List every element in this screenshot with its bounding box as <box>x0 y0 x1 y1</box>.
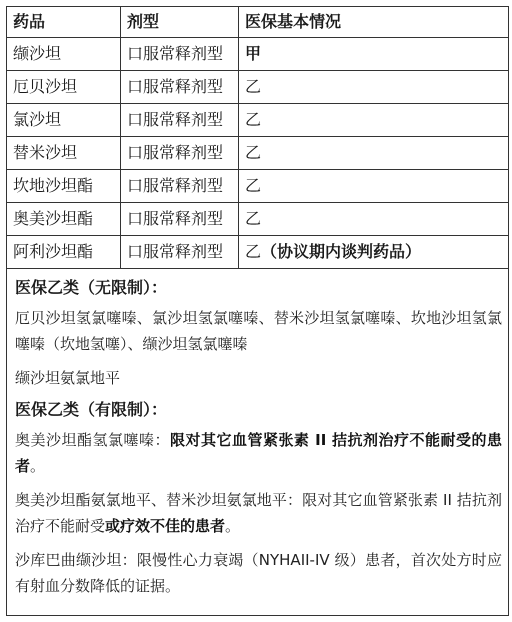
insurance-status <box>239 236 509 269</box>
restriction-end: 。 <box>225 517 241 535</box>
dosage-form: 口服常释剂型 <box>121 38 239 71</box>
dosage-form: 口服常释剂型 <box>121 236 239 269</box>
table-row <box>7 104 509 137</box>
medical-insurance-table <box>6 6 509 616</box>
restricted-item: 沙库巴曲缬沙坦：限慢性心力衰竭（NYHAII-IV 级）患者，首次处方时应有射血分数降低的证据。 <box>15 551 502 595</box>
dosage-form: 口服常释剂型 <box>121 137 239 170</box>
dosage-form: 口服常释剂型 <box>121 104 239 137</box>
table-row <box>7 203 509 236</box>
restricted-drug: 奥美沙坦酯氢氯噻嗪： <box>15 431 170 449</box>
table-row <box>7 236 509 269</box>
status-class: 乙 <box>245 242 262 261</box>
header-drug: 药品 <box>7 7 121 38</box>
insurance-status: 乙 <box>239 170 509 203</box>
table-row <box>7 38 509 71</box>
header-insurance-status: 医保基本情况 <box>239 7 509 38</box>
drug-name: 厄贝沙坦 <box>7 71 121 104</box>
status-note: （协议期内谈判药品） <box>261 242 422 261</box>
restricted-item <box>15 487 502 539</box>
notes-cell <box>7 269 509 616</box>
insurance-status: 乙 <box>239 71 509 104</box>
dosage-form: 口服常释剂型 <box>121 170 239 203</box>
drug-name: 缬沙坦 <box>7 38 121 71</box>
drug-name: 替米沙坦 <box>7 137 121 170</box>
drug-name: 阿利沙坦酯 <box>7 236 121 269</box>
unrestricted-title: 医保乙类（无限制）： <box>15 278 168 297</box>
unrestricted-items: 厄贝沙坦氢氯噻嗪、氯沙坦氢氯噻嗪、替米沙坦氢氯噻嗪、坎地沙坦氢氯噻嗪（坎地氢噻）、缬沙坦氢氯噻嗪 <box>15 309 502 353</box>
drug-name: 奥美沙坦酯 <box>7 203 121 236</box>
drug-name: 坎地沙坦酯 <box>7 170 121 203</box>
table-row <box>7 170 509 203</box>
table-header-row <box>7 7 509 38</box>
restriction-condition: 或疗效不佳的患者 <box>105 517 226 535</box>
insurance-status: 乙 <box>239 104 509 137</box>
restricted-drug: 奥美沙坦酯氨氯地平、替米沙坦氨氯地平：限对其它血管紧张素 II 拮抗剂治疗不能耐受 <box>15 491 502 535</box>
notes-row <box>7 269 509 616</box>
insurance-status: 乙 <box>239 203 509 236</box>
table-row <box>7 137 509 170</box>
drug-name: 氯沙坦 <box>7 104 121 137</box>
dosage-form: 口服常释剂型 <box>121 203 239 236</box>
table-row <box>7 71 509 104</box>
insurance-status: 乙 <box>239 137 509 170</box>
dosage-form: 口服常释剂型 <box>121 71 239 104</box>
insurance-status: 甲 <box>239 38 509 71</box>
restriction-end: 。 <box>30 457 46 475</box>
restricted-item <box>15 427 502 479</box>
header-dosage-form: 剂型 <box>121 7 239 38</box>
restricted-title: 医保乙类（有限制）： <box>15 400 168 419</box>
unrestricted-items: 缬沙坦氨氯地平 <box>15 369 121 387</box>
restriction-condition: 限对其它血管紧张素 II 拮抗剂治疗不能耐受的患者 <box>15 431 502 475</box>
